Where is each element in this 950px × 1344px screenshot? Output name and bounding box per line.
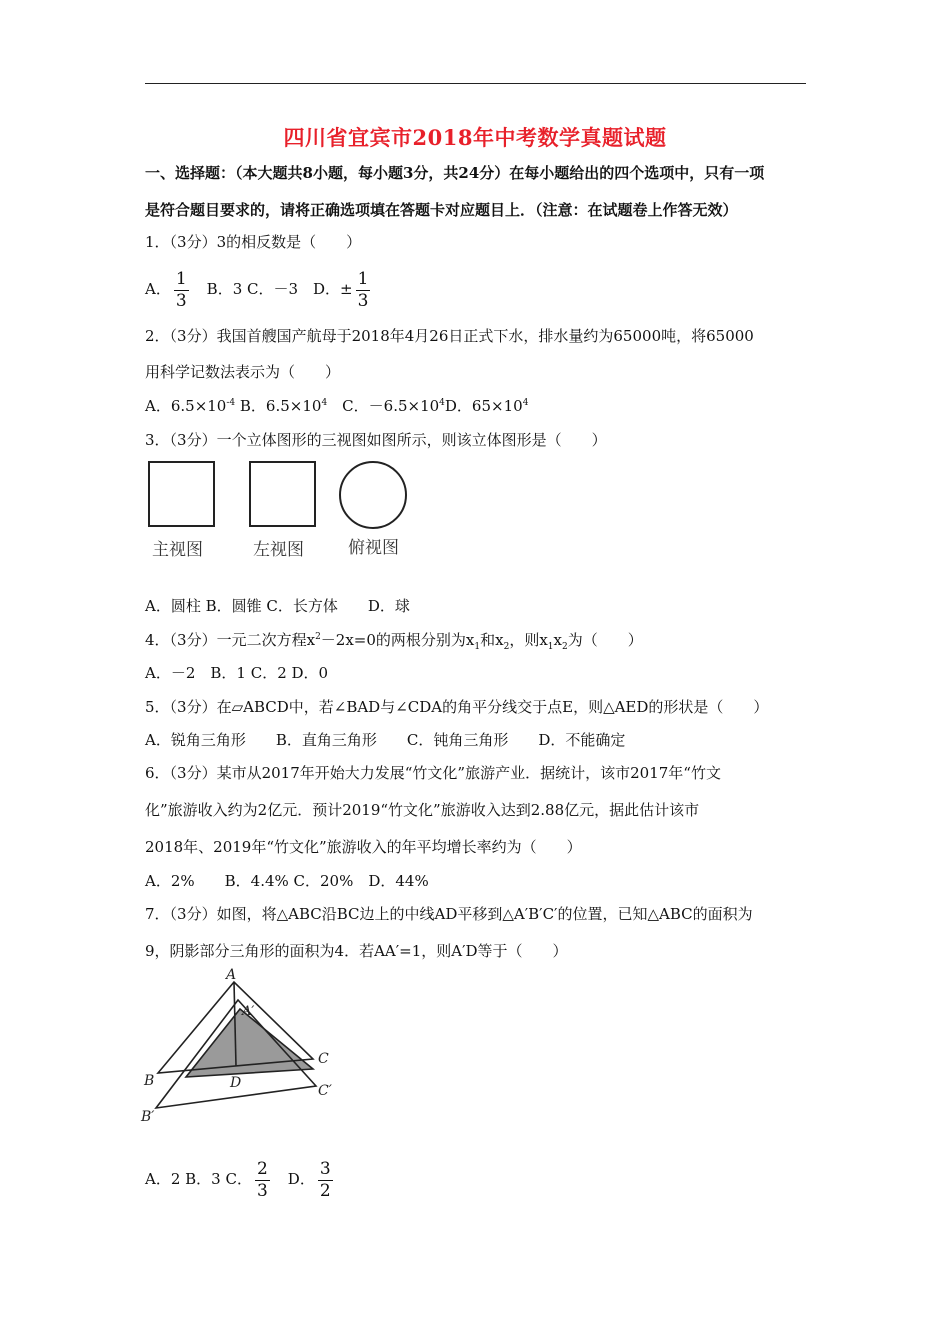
q2-options: A．$6.5\times 10^{-4}$ B．$6.5\times 10^4$ C．$-6.5\times 10^4D$．$65\times 10^4$ [145, 397, 529, 415]
header-rule [145, 83, 806, 84]
left-view-label: 左视图 [253, 540, 304, 559]
q7-stem-1: 7．（3分）如图，将△ABC沿BC边上的中线AD平移到△A′B′C′的位置，已知△ABC的面积为 [145, 905, 753, 923]
label-c: C [318, 1051, 329, 1067]
q6-options: A．2% B．4.4% C．20% D．44% [145, 872, 429, 890]
q1-stem: 1．（3分）3的相反数是（ ） [145, 233, 362, 251]
three-view-figure [140, 455, 430, 567]
q7-option-d-fraction: $\frac{3}{2}$ [319, 1158, 331, 1201]
q4-options: A．－2 B．1 C．2 D．0 [145, 664, 329, 682]
q5-stem: 5．（3分）在▱ABCD中，若∠BAD与∠CDA的角平分线交于点E，则△AED的形状是（ ） [145, 698, 769, 716]
front-view-square [149, 462, 214, 526]
top-view-circle [340, 462, 406, 528]
section-instruction-2: 是符合题目要求的，请将正确选项填在答题卡对应题目上．（注意：在试题卷上作答无效） [145, 201, 738, 219]
q1-option-a-label: A． [145, 280, 171, 298]
top-view-label: 俯视图 [348, 538, 399, 557]
q4-stem: 4．（3分）一元二次方程$x^2-2x=0$的两根分别为$x_1$和$x_2$，则$x_1x_2$为（ ） [145, 631, 643, 652]
page-title: 四川省宜宾市2018年中考数学真题试题 [283, 125, 667, 150]
q2-stem-1: 2．（3分）我国首艘国产航母于2018年4月26日正式下水，排水量约为65000吨，将65000 [145, 327, 754, 345]
q3-stem: 3．（3分）一个立体图形的三视图如图所示，则该立体图形是（ ） [145, 431, 607, 449]
q1-options-bc: B．3 C．－3 D．± [191, 280, 353, 298]
label-b: B [144, 1073, 155, 1089]
front-view-label: 主视图 [152, 540, 203, 559]
q2-stem-2: 用科学记数法表示为（ ） [145, 363, 341, 381]
translated-triangle-figure [138, 965, 348, 1125]
q3-options: A．圆柱 B．圆锥 C．长方体 D．球 [145, 597, 410, 615]
q6-stem-2: 化”旅游收入约为2亿元．预计2019“竹文化”旅游收入达到2.88亿元，据此估计该市 [145, 801, 700, 819]
q6-stem-3: 2018年、2019年“竹文化”旅游收入的年平均增长率约为（ ） [145, 838, 582, 856]
label-b-prime: B′ [141, 1109, 155, 1125]
q1-option-a-fraction: $\frac{1}{3}$ [175, 268, 187, 311]
label-a-prime: A′ [242, 1004, 255, 1019]
left-view-square [250, 462, 315, 526]
q1-options [145, 270, 373, 310]
q5-options: A．锐角三角形 B．直角三角形 C．钝角三角形 D．不能确定 [145, 731, 626, 749]
q7-stem-2: 9，阴影部分三角形的面积为4．若AA′=1，则A′D等于（ ） [145, 942, 568, 960]
label-c-prime: C′ [318, 1083, 332, 1099]
q7-option-c-fraction: $\frac{2}{3}$ [256, 1158, 268, 1201]
q6-stem-1: 6．（3分）某市从2017年开始大力发展“竹文化”旅游产业．据统计，该市2017年“竹文 [145, 764, 721, 782]
q7-options: A．2 B．3 C． $\frac{2}{3}$ D． $\frac{3}{2}$ [145, 1158, 331, 1201]
label-a: A [226, 967, 237, 983]
q1-option-d-fraction: $\frac{1}{3}$ [357, 268, 369, 311]
label-d: D [230, 1075, 242, 1091]
section-instruction-1: 一、选择题：（本大题共8小题，每小题3分，共24分）在每小题给出的四个选项中，只有一项 [145, 164, 765, 182]
